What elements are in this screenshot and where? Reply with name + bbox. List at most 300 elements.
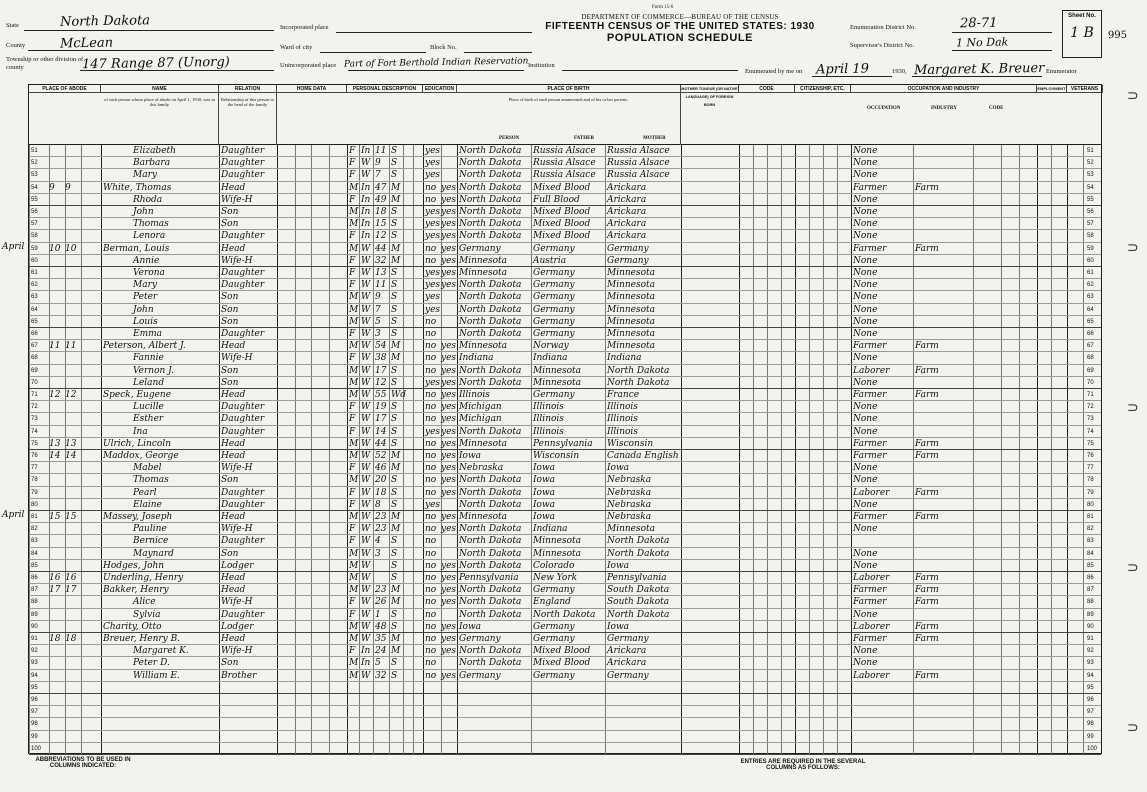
cell-ms: S (391, 621, 398, 632)
cell-fb (533, 694, 605, 705)
cell-sex: F (349, 353, 356, 364)
cell-age: 17 (375, 414, 387, 425)
cell-age: 11 (375, 146, 387, 156)
cell-race: W (361, 475, 371, 486)
cell-age (375, 706, 389, 717)
cell-fam (65, 609, 79, 620)
cell-rel: Daughter (221, 487, 265, 498)
cell-fb: Minnesota (533, 536, 582, 547)
cell-age: 4 (375, 536, 381, 547)
line-number-right: 66 (1087, 331, 1094, 337)
cell-ind (915, 609, 971, 620)
cell-occ: None (853, 304, 878, 315)
cell-rel: Son (221, 219, 239, 230)
cell-pb: Germany (459, 634, 501, 644)
cell-pb: North Dakota (459, 377, 522, 388)
cell-fam (65, 365, 79, 376)
cell-sex: F (349, 524, 356, 535)
cell-sch: yes (425, 499, 441, 510)
cell-occ: None (853, 377, 878, 388)
cell-sch: yes (425, 280, 441, 291)
cell-name (103, 731, 219, 742)
cell-pb: Nebraska (459, 463, 504, 474)
cell-sch: no (425, 548, 437, 559)
cell-race: In (361, 658, 371, 669)
county-label: County (6, 42, 26, 49)
cell-rd: yes (441, 255, 457, 266)
cell-rd (441, 694, 457, 705)
line-number: 94 (31, 672, 38, 679)
line-number-right: 64 (1087, 306, 1094, 313)
cell-fam (65, 499, 79, 510)
cell-sch: no (425, 512, 437, 522)
cell-name: Peter D. (133, 658, 170, 669)
line-number: 61 (31, 270, 38, 276)
cell-rd (441, 499, 457, 510)
cell-ind: Farm (915, 243, 939, 254)
cell-fb (533, 706, 605, 717)
cell-race: W (361, 573, 371, 583)
cell-rel: Son (221, 475, 239, 486)
cell-sex: F (349, 646, 356, 657)
line-number: 77 (31, 465, 38, 472)
cell-sch: yes (425, 268, 441, 278)
cell-dw (49, 718, 63, 729)
table-row (29, 267, 1101, 279)
line-number-right: 99 (1087, 733, 1094, 740)
cell-dw: 14 (49, 451, 61, 461)
cell-ms: S (391, 365, 398, 376)
cell-ms: S (391, 658, 398, 669)
cell-dw (49, 413, 63, 424)
cell-rd: yes (441, 426, 457, 437)
line-number: 86 (31, 575, 38, 581)
cell-sex: M (349, 243, 359, 254)
cell-age: 7 (375, 304, 381, 315)
line-number: 69 (31, 367, 38, 374)
cell-pb: Minnesota (459, 438, 508, 449)
cell-ind (915, 401, 971, 412)
cell-mb: North Dakota (607, 536, 670, 547)
cell-fb: Norway (533, 341, 569, 352)
cell-rel: Daughter (221, 231, 265, 242)
cell-ind (915, 304, 971, 315)
cell-pb: North Dakota (459, 316, 522, 327)
cell-dw (49, 255, 63, 266)
table-row (29, 206, 1101, 218)
cell-mb: Pennsylvania (607, 573, 667, 583)
cell-sex: M (349, 207, 359, 217)
cell-sex: M (349, 621, 359, 632)
cell-ind: Farm (915, 365, 939, 376)
cell-occ (853, 731, 911, 742)
cell-mb: Russia Alsace (607, 158, 670, 169)
cell-dw (49, 328, 63, 339)
cell-fam: 9 (65, 182, 71, 193)
line-number: 70 (31, 379, 38, 386)
cell-fam (65, 218, 79, 229)
cell-name: Bernice (133, 536, 169, 547)
county-value: McLean (59, 35, 114, 52)
unincorporated-label: Unincorporated place (280, 62, 337, 69)
col-person: PERSON (499, 136, 520, 141)
cell-rel: Head (221, 341, 246, 352)
cell-fam (65, 731, 79, 742)
cell-rd: yes (441, 194, 457, 205)
cell-mb: Germany (607, 670, 649, 681)
cell-ind (915, 218, 971, 229)
table-row (29, 523, 1101, 535)
cell-age: 35 (375, 634, 387, 644)
cell-age: 17 (375, 365, 387, 376)
cell-sex: F (349, 499, 356, 510)
line-number: 58 (31, 233, 38, 240)
cell-ms: S (391, 438, 398, 449)
cell-fb (533, 718, 605, 729)
cell-occ (853, 718, 911, 729)
cell-ms: S (391, 231, 398, 242)
cell-race: W (361, 670, 371, 681)
cell-fb: Germany (533, 304, 575, 315)
group-code: CODE (739, 85, 795, 93)
cell-name: Elaine (133, 499, 162, 510)
cell-occ: None (853, 158, 878, 169)
cell-sex: M (349, 658, 359, 669)
cell-pb (459, 718, 531, 729)
cell-mb: Russia Alsace (607, 146, 670, 156)
cell-dw: 9 (49, 182, 55, 193)
cell-age: 19 (375, 402, 387, 413)
cell-occ: Laborer (853, 670, 890, 681)
cell-rel: Son (221, 304, 239, 315)
cell-mb: Arickara (607, 207, 647, 217)
cell-occ: None (853, 207, 878, 217)
col-father: FATHER (574, 136, 595, 141)
cell-name: William E. (133, 670, 180, 681)
cell-dw (49, 523, 63, 534)
cell-mb: North Dakota (607, 548, 670, 559)
line-number: 91 (31, 636, 38, 642)
cell-pb: North Dakota (459, 280, 522, 291)
cell-sex (349, 706, 359, 717)
cell-race: In (361, 146, 371, 156)
cell-fb: Mixed Blood (533, 207, 591, 217)
col-mother: MOTHER (643, 136, 666, 141)
cell-fam (65, 474, 79, 485)
cell-ms: S (391, 573, 398, 583)
table-row (29, 596, 1101, 608)
cell-race: W (361, 597, 371, 608)
cell-race: W (361, 609, 371, 620)
cell-ind: Farm (915, 597, 939, 608)
cell-sch (425, 718, 441, 729)
cell-name: Bakker, Henry (103, 585, 169, 596)
cell-rel: Son (221, 207, 239, 217)
cell-ms: S (391, 280, 398, 291)
cell-ms (391, 706, 403, 717)
cell-mb (607, 706, 681, 717)
cell-race (361, 718, 373, 729)
table-row (29, 511, 1101, 523)
cell-rd (441, 657, 457, 668)
cell-ind (915, 352, 971, 363)
cell-name: Ina (133, 426, 148, 437)
cell-rel: Son (221, 658, 239, 669)
cell-ind (915, 291, 971, 302)
line-number-right: 71 (1087, 392, 1094, 398)
cell-occ: Farmer (853, 341, 887, 352)
table-row (29, 499, 1101, 511)
cell-age: 23 (375, 512, 387, 522)
cell-ind: Farm (915, 585, 939, 596)
cell-rel: Daughter (221, 268, 265, 278)
cell-name: Lenora (133, 231, 166, 242)
cell-name: Thomas (133, 219, 169, 230)
cell-occ: None (853, 524, 878, 535)
cell-age: 18 (375, 207, 387, 217)
line-number-right: 89 (1087, 611, 1094, 618)
cell-mb (607, 718, 681, 729)
cell-ind (915, 206, 971, 217)
cell-sch: no (425, 634, 437, 644)
table-row (29, 194, 1101, 206)
cell-occ: None (853, 231, 878, 242)
cell-ms: M (391, 182, 401, 193)
cell-ind (915, 706, 971, 717)
relation-desc: Relationship of this person to the head of the family (219, 85, 277, 145)
cell-fam (65, 255, 79, 266)
cell-mb: Arickara (607, 231, 647, 242)
cell-sch: no (425, 402, 437, 413)
line-number: 95 (31, 684, 38, 691)
cell-ind: Farm (915, 390, 939, 400)
cell-age: 15 (375, 219, 387, 230)
state-value: North Dakota (59, 13, 151, 30)
line-number: 57 (31, 221, 38, 228)
cell-rd (441, 743, 457, 754)
cell-sch: no (425, 463, 437, 474)
cell-rel: Lodger (221, 621, 254, 632)
name-desc: of each person whose place of abode on April 1, 1930, was in this family (101, 85, 219, 145)
table-row (29, 474, 1101, 486)
cell-fam (65, 718, 79, 729)
cell-age: 3 (375, 329, 381, 339)
cell-fam: 10 (65, 243, 77, 254)
cell-dw (49, 609, 63, 620)
cell-mb: Illinois (607, 414, 638, 425)
cell-fb: Germany (533, 390, 575, 400)
cell-sex: M (349, 316, 359, 327)
cell-rd: yes (441, 280, 457, 291)
line-number-right: 57 (1087, 221, 1094, 228)
line-number-right: 98 (1087, 721, 1094, 728)
line-number-right: 55 (1087, 196, 1094, 203)
line-number: 82 (31, 526, 38, 533)
cell-dw (49, 657, 63, 668)
line-number-right: 70 (1087, 379, 1094, 386)
cell-race: W (361, 353, 371, 364)
cell-fam: 14 (65, 451, 77, 461)
binding-hole: ⊃ (1127, 721, 1139, 736)
cell-ind (915, 682, 971, 693)
cell-sch: no (425, 475, 437, 486)
cell-rd: yes (441, 243, 457, 254)
cell-fb: Minnesota (533, 377, 582, 388)
cell-fb: Iowa (533, 487, 556, 498)
cell-ms: M (391, 255, 401, 266)
cell-fb: Indiana (533, 524, 568, 535)
birth-desc: Place of birth of each person enumerated and of his or her parents. (457, 85, 681, 145)
cell-rd (441, 682, 457, 693)
cell-ind: Farm (915, 634, 939, 644)
cell-fb: Russia Alsace (533, 146, 596, 156)
cell-dw: 11 (49, 341, 61, 352)
cell-fb: Iowa (533, 512, 556, 522)
cell-occ (853, 694, 911, 705)
cell-sex (349, 682, 359, 693)
line-number-right: 85 (1087, 562, 1094, 569)
cell-rd: yes (441, 182, 457, 193)
cell-ms: S (391, 219, 398, 230)
cell-rd: yes (441, 451, 457, 461)
cell-fb (533, 743, 605, 754)
cell-rel: Daughter (221, 280, 265, 291)
cell-fam: 11 (65, 341, 77, 352)
line-number-right: 96 (1087, 697, 1094, 703)
cell-pb: Iowa (459, 451, 482, 461)
cell-name: Peter (133, 292, 158, 303)
line-number-right: 93 (1087, 660, 1094, 667)
cell-race: W (361, 292, 371, 303)
cell-fam: 17 (65, 585, 77, 596)
cell-race: In (361, 219, 371, 230)
cell-ms: M (391, 524, 401, 535)
cell-rel: Wife-H (221, 646, 253, 657)
cell-pb: North Dakota (459, 524, 522, 535)
cell-ind: Farm (915, 487, 939, 498)
cell-mb: South Dakota (607, 597, 670, 608)
cell-rel: Head (221, 512, 246, 522)
line-number: 60 (31, 257, 38, 264)
cell-fam (65, 267, 79, 278)
line-number: 84 (31, 550, 38, 557)
line-number-right: 68 (1087, 355, 1094, 362)
cell-pb: North Dakota (459, 194, 522, 205)
cell-age: 18 (375, 487, 387, 498)
cell-pb: North Dakota (459, 499, 522, 510)
cell-ind (915, 426, 971, 437)
cell-rel (221, 694, 277, 705)
cell-rd (441, 535, 457, 546)
cell-rel: Wife-H (221, 255, 253, 266)
cell-pb: Indiana (459, 353, 494, 364)
table-row (29, 560, 1101, 572)
line-number: 65 (31, 318, 38, 325)
cell-mb: Russia Alsace (607, 170, 670, 181)
cell-race: W (361, 304, 371, 315)
line-number: 99 (31, 733, 38, 740)
cell-mb: Arickara (607, 646, 647, 657)
cell-ind: Farm (915, 670, 939, 681)
cell-age: 48 (375, 621, 387, 632)
cell-pb: North Dakota (459, 597, 522, 608)
cell-ms: S (391, 146, 398, 156)
sheet-number-box (1062, 10, 1102, 58)
cell-name: Louis (133, 316, 158, 327)
cell-fam (65, 426, 79, 437)
cell-rd: yes (441, 268, 457, 278)
table-row (29, 572, 1101, 584)
cell-name: John (133, 207, 154, 217)
cell-sch: yes (425, 219, 441, 230)
cell-sch: no (425, 487, 437, 498)
cell-dw (49, 499, 63, 510)
line-number: 80 (31, 501, 38, 508)
cell-fb: Illinois (533, 426, 564, 437)
cell-dw (49, 474, 63, 485)
line-number-right: 84 (1087, 550, 1094, 557)
cell-mb: Nebraska (607, 499, 652, 510)
cell-rd: yes (441, 353, 457, 364)
cell-sex: F (349, 268, 356, 278)
cell-rd: yes (441, 377, 457, 388)
cell-sex: M (349, 377, 359, 388)
line-number: 88 (31, 599, 38, 606)
cell-fam: 12 (65, 390, 77, 400)
table-row (29, 243, 1101, 255)
line-number-right: 59 (1087, 245, 1094, 252)
cell-race (361, 682, 373, 693)
cell-dw (49, 194, 63, 205)
cell-pb: North Dakota (459, 292, 522, 303)
cell-age: 5 (375, 658, 381, 669)
cell-ms (391, 731, 403, 742)
cell-fb: Germany (533, 316, 575, 327)
line-number: 96 (31, 697, 38, 703)
cell-fam (65, 145, 79, 156)
cell-ind (915, 535, 971, 546)
table-row (29, 584, 1101, 596)
cell-race: W (361, 634, 371, 644)
cell-ms: S (391, 377, 398, 388)
table-row (29, 352, 1101, 364)
cell-ind (915, 279, 971, 290)
cell-name: Annie (133, 255, 160, 266)
cell-occ: None (853, 255, 878, 266)
cell-pb: North Dakota (459, 548, 522, 559)
line-number-right: 80 (1087, 501, 1094, 508)
cell-race (361, 706, 373, 717)
group-occupation: OCCUPATION AND INDUSTRY (851, 85, 1037, 93)
line-number: 53 (31, 172, 38, 179)
cell-fb: Minnesota (533, 365, 582, 376)
line-number: 92 (31, 648, 38, 655)
cell-race: W (361, 438, 371, 449)
cell-age (375, 572, 389, 583)
cell-race: W (361, 341, 371, 352)
cell-fam: 18 (65, 634, 77, 644)
cell-rd: yes (441, 402, 457, 413)
cell-name: Speck, Eugene (103, 390, 172, 400)
line-number-right: 92 (1087, 648, 1094, 655)
cell-rel: Daughter (221, 402, 265, 413)
cell-fam: 16 (65, 573, 77, 583)
cell-occ: Laborer (853, 487, 890, 498)
cell-fam (65, 462, 79, 473)
cell-dw (49, 645, 63, 656)
cell-fam (65, 304, 79, 315)
cell-mb (607, 731, 681, 742)
